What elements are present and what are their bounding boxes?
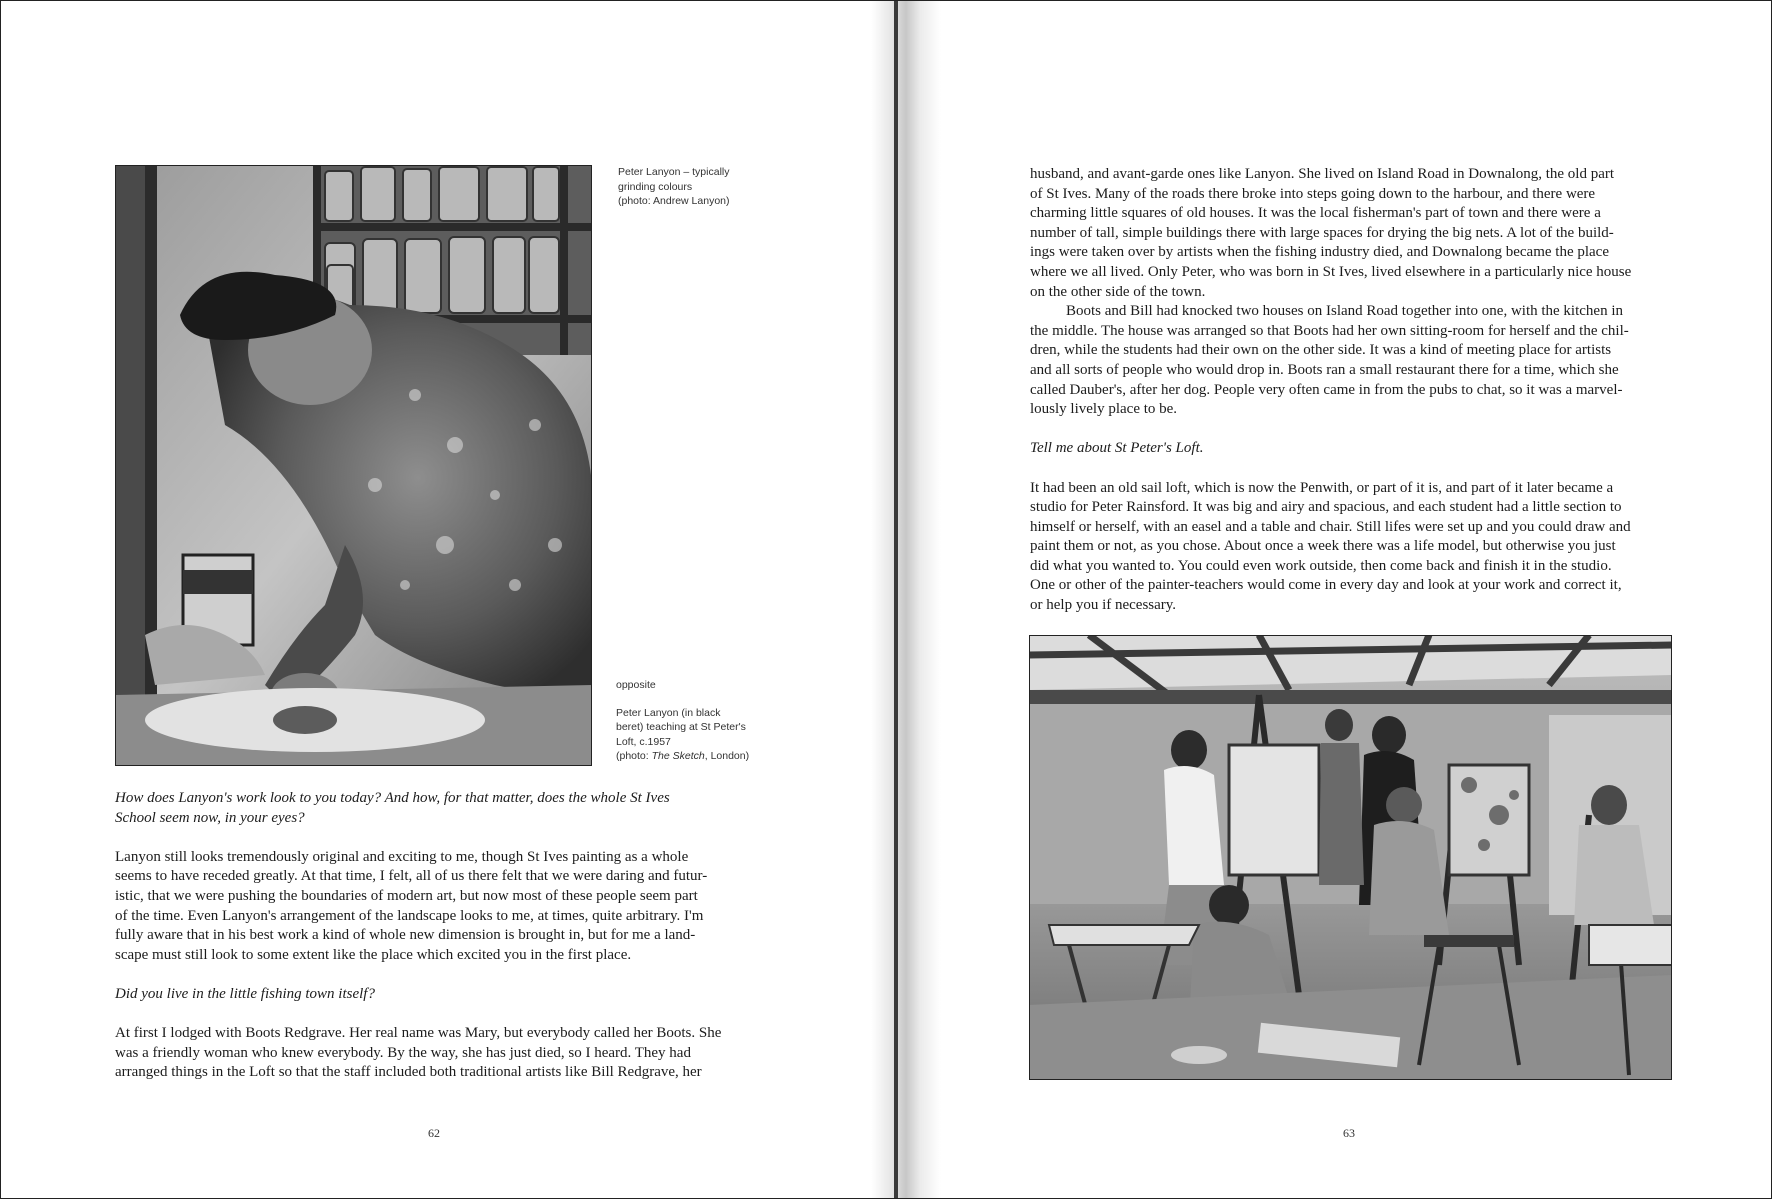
- answer-st-peters-loft: [1030, 479, 1673, 616]
- text-line: One or other of the painter-teachers would come in every day and look at your work and correct it,: [1030, 577, 1622, 594]
- photo-lanyon-grinding-colours: [115, 165, 592, 766]
- text-line: himself or herself, with an easel and a table and chair. Still lifes were set up and you could draw and: [1030, 518, 1631, 535]
- text-line: Lanyon still looks tremendously original and exciting to me, though St Ives painting as a whole: [115, 848, 689, 865]
- text-line: fully aware that in his best work a kind of whole new dimension is brought in, but for me a land-: [115, 927, 696, 944]
- caption-line: grinding colours: [618, 180, 693, 193]
- text-line: dren, while the students had their own on the other side. It was a kind of meeting place for artists: [1030, 342, 1612, 359]
- paragraph-downalong: [1030, 165, 1673, 302]
- text-line: scape must still look to some extent like the place which excited you in the first place.: [115, 946, 632, 963]
- caption-line: beret) teaching at St Peter's: [616, 721, 746, 733]
- left-page: [1, 1, 894, 1199]
- text-line: on the other side of the town.: [1030, 283, 1206, 300]
- text-line: and all sorts of people who would drop in. Boots ran a small restaurant there for a time, which she: [1030, 361, 1619, 378]
- text-line: of the time. Even Lanyon's arrangement of the landscape looks to me, at times, quite arbitrary. I'm: [115, 907, 704, 924]
- photo-lanyon-image: [115, 165, 592, 766]
- text-line: paint them or not, as you chose. About once a week there was a life model, but otherwise you just: [1030, 538, 1616, 555]
- caption-label-opposite: opposite: [616, 679, 656, 691]
- caption-line: Peter Lanyon (in black: [616, 706, 721, 719]
- text-line: ings were taken over by artists when the fishing industry died, and Downalong became the place: [1030, 244, 1610, 261]
- credit-suffix: , London): [704, 750, 750, 762]
- text-line: Tell me about St Peter's Loft.: [1030, 440, 1204, 457]
- page-number-right: 63: [1343, 1126, 1355, 1140]
- text-line: istic, that we were pushing the boundaries of modern art, but now most of these people seem part: [115, 887, 698, 904]
- paragraph-boots-and-bill: [1030, 302, 1673, 420]
- text-line: At first I lodged with Boots Redgrave. Her real name was Mary, but everybody called her Boots. She: [115, 1025, 722, 1042]
- text-line: lously lively place to be.: [1030, 401, 1178, 418]
- photo-caption-top: [618, 165, 768, 209]
- text-line: where we all lived. Only Peter, who was born in St Ives, lived elsewhere in a particularly nice house: [1030, 263, 1632, 280]
- text-line: the middle. The house was arranged so that Boots had her own sitting-room for herself and the chil-: [1030, 322, 1629, 339]
- text-line: Boots and Bill had knocked two houses on Island Road together into one, with the kitchen in: [1066, 303, 1623, 320]
- text-line: or help you if necessary.: [1030, 597, 1177, 614]
- text-line: called Dauber's, after her dog. People very often came in from the pubs to chat, so it was a marvel-: [1030, 381, 1623, 398]
- text-line: arranged things in the Loft so that the staff included both traditional artists like Bill Redgrave, her: [115, 1064, 702, 1081]
- text-line: was a friendly woman who knew everybody. By the way, she has just died, so I heard. They had: [115, 1044, 691, 1061]
- page-number-left: 62: [428, 1126, 440, 1140]
- caption-photo-credit: [616, 749, 776, 764]
- caption-line: (photo: Andrew Lanyon): [618, 195, 730, 207]
- photo-loft-image: [1029, 635, 1672, 1080]
- answer-fishing-town: [115, 1024, 757, 1083]
- spine-gutter: [894, 1, 898, 1199]
- text-line: School seem now, in your eyes?: [115, 809, 305, 826]
- credit-source: The Sketch: [651, 750, 705, 762]
- opposite-caption: [616, 678, 776, 764]
- left-body-text: [115, 789, 757, 1083]
- caption-line: Loft, c.1957: [616, 735, 671, 748]
- text-line: number of tall, simple buildings there with large spaces for drying the big nets. A lot of the build-: [1030, 224, 1614, 241]
- text-line: did what you wanted to. You could even work outside, then come back and finish it in the studio.: [1030, 557, 1612, 574]
- question-st-peters-loft: [1030, 439, 1673, 459]
- question-fishing-town: [115, 985, 757, 1005]
- text-line: husband, and avant-garde ones like Lanyon. She lived on Island Road in Downalong, the old part: [1030, 166, 1615, 182]
- text-line: of St Ives. Many of the roads there broke into steps going down to the harbour, and there were: [1030, 185, 1596, 202]
- question-lanyon-work: [115, 789, 757, 828]
- text-line: charming little squares of old houses. It was the local fisherman's part of town and there were a: [1030, 205, 1601, 222]
- text-line: It had been an old sail loft, which is now the Penwith, or part of it is, and part of it later became a: [1030, 479, 1614, 496]
- right-page: [894, 1, 1772, 1199]
- right-body-text: [1030, 165, 1673, 616]
- credit-prefix: (photo:: [616, 750, 652, 762]
- text-line: studio for Peter Rainsford. It was big and airy and spacious, and each student had a little section to: [1030, 499, 1622, 516]
- text-line: Did you live in the little fishing town itself?: [115, 985, 375, 1002]
- text-line: seems to have receded greatly. At that time, I felt, all of us there felt that we were daring and futur-: [115, 868, 708, 885]
- caption-line: Peter Lanyon – typically: [618, 166, 730, 178]
- answer-lanyon-work: [115, 848, 757, 966]
- text-line: How does Lanyon's work look to you today? And how, for that matter, does the whole St Ives: [115, 790, 670, 806]
- gutter-shadow: [871, 1, 941, 1199]
- photo-st-peters-loft-class: [1029, 635, 1672, 1080]
